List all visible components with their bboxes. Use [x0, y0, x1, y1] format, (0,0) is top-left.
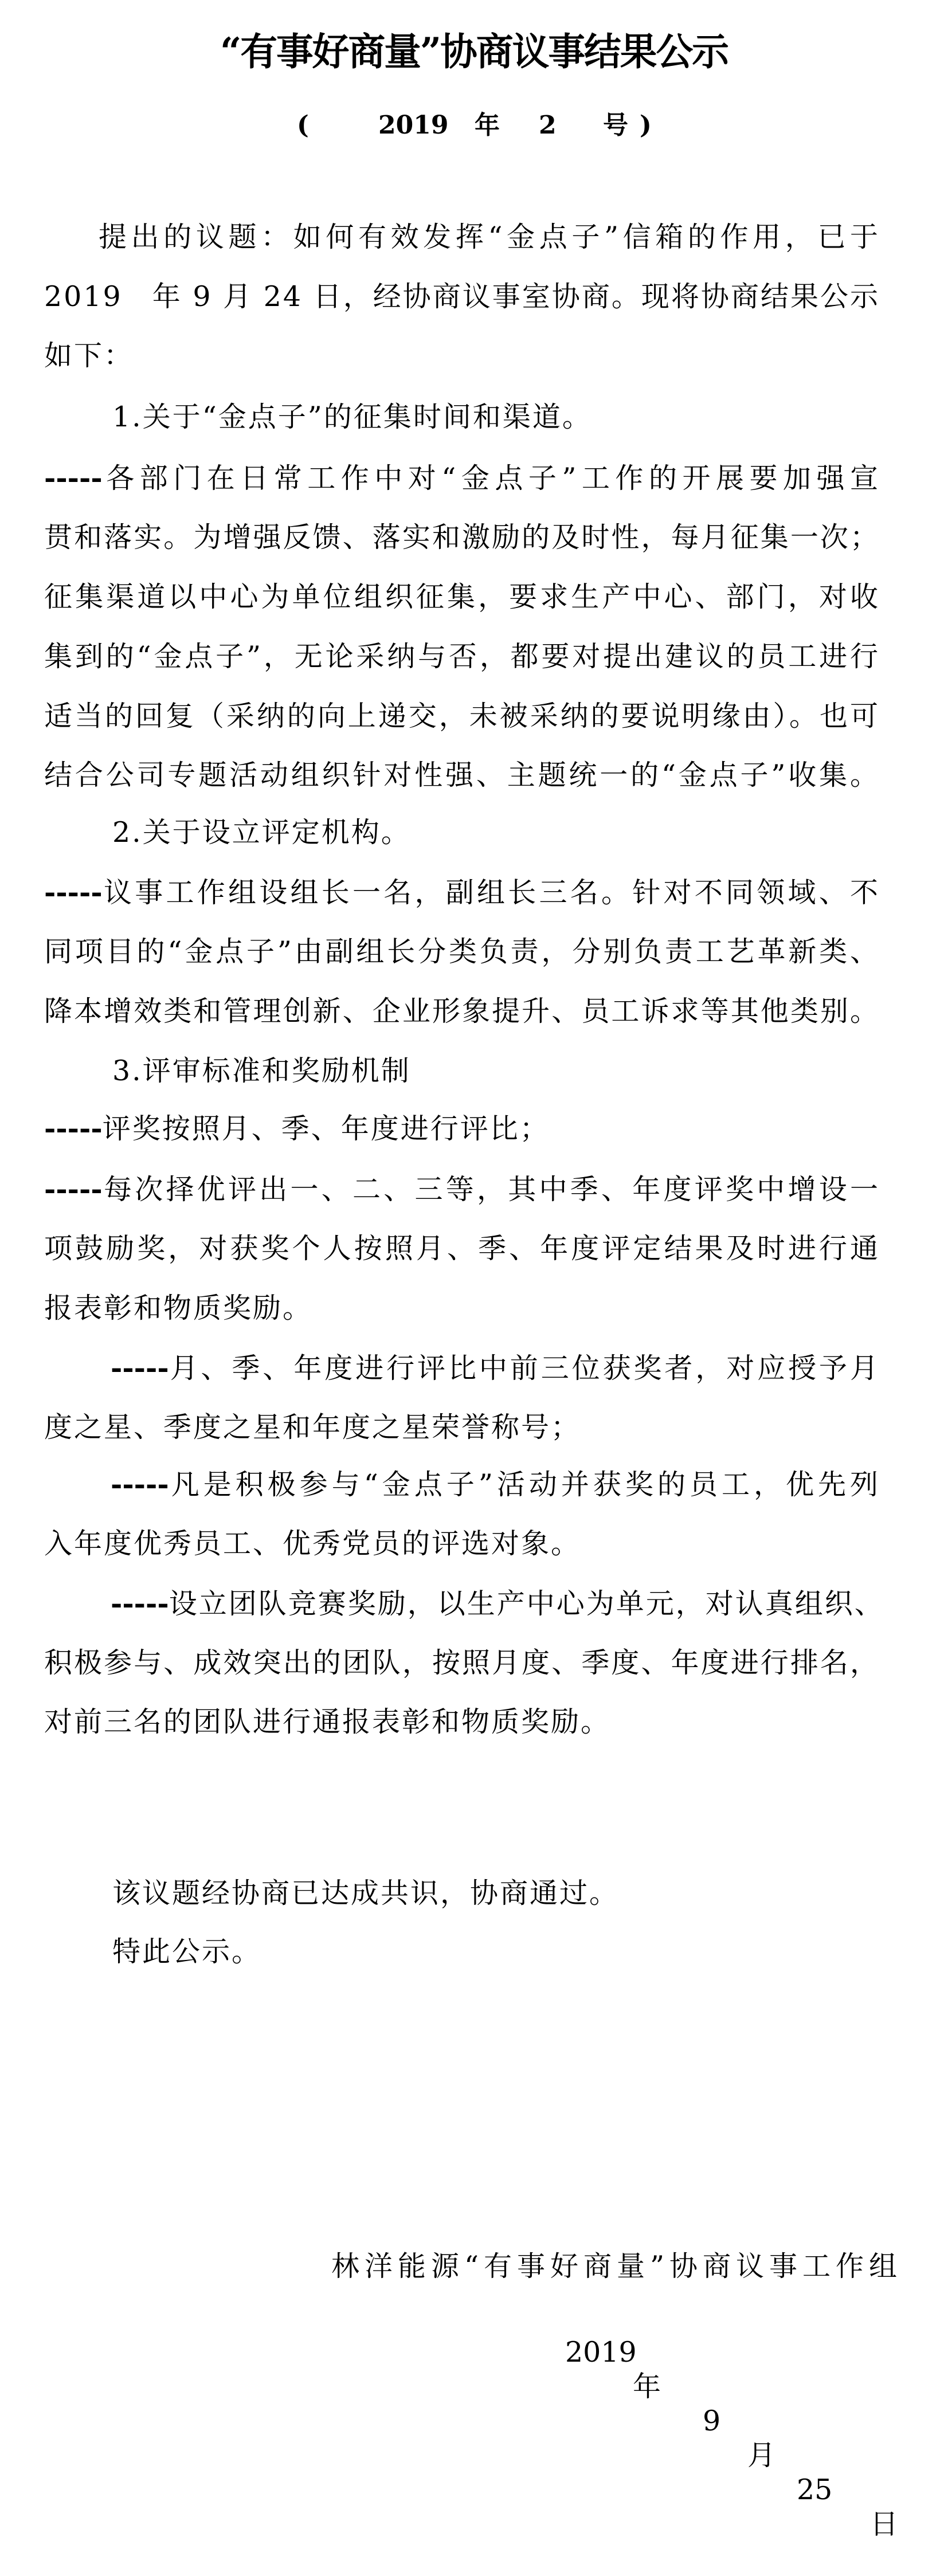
dash-bullet: ----- — [111, 1468, 169, 1501]
section-1-line-3: 征集渠道以中心为单位组织征集，要求生产中心、部门，对收 — [44, 581, 880, 613]
section-3-heading: 3.评审标准和奖励机制 — [112, 1054, 411, 1087]
section-1-text-1: 各部门在日常工作中对“金点子”工作的开展要加强宣 — [102, 462, 880, 495]
date-day-unit: 日 — [870, 2508, 900, 2540]
dash-bullet: ----- — [111, 1587, 169, 1620]
section-3-item-4-line-2: 入年度优秀员工、优秀党员的评选对象。 — [44, 1527, 581, 1560]
section-2-text-1: 议事工作组设组长一名，副组长三名。针对不同领域、不 — [102, 876, 880, 909]
section-2-line-2: 同项目的“金点子”由副组长分类负责，分别负责工艺革新类、 — [44, 935, 880, 968]
section-3-item-1-text: 评奖按照月、季、年度进行评比； — [102, 1112, 550, 1145]
closing-notice: 特此公示。 — [112, 1935, 262, 1968]
section-2-heading: 2.关于设立评定机构。 — [112, 816, 411, 849]
section-3-item-2-text-1: 每次择优评出一、二、三等，其中季、年度评奖中增设一 — [102, 1173, 880, 1206]
section-3-item-5-line-2: 积极参与、成效突出的团队，按照月度、季度、年度进行排名， — [44, 1646, 880, 1679]
signature-organization: 林洋能源“有事好商量”协商议事工作组 — [331, 2250, 899, 2283]
subtitle-close-paren: ) — [640, 111, 652, 140]
section-1-line-5: 适当的回复（采纳的向上递交，未被采纳的要说明缘由）。也可 — [44, 700, 880, 732]
document-title: “有事好商量”协商议事结果公示 — [220, 29, 728, 74]
subtitle-open-paren: ( — [297, 111, 309, 140]
subtitle-number: 2 — [539, 111, 557, 140]
dash-bullet: ----- — [44, 876, 103, 909]
date-day: 25 — [797, 2473, 833, 2506]
section-3-item-2-line-1 — [44, 1172, 880, 1206]
closing-consensus: 该议题经协商已达成共识，协商通过。 — [112, 1877, 620, 1910]
section-1-line-6: 结合公司专题活动组织针对性强、主题统一的“金点子”收集。 — [44, 759, 880, 791]
section-3-item-5-line-3: 对前三名的团队进行通报表彰和物质奖励。 — [44, 1705, 611, 1738]
section-1-line-4: 集到的“金点子”，无论采纳与否，都要对提出建议的员工进行 — [44, 640, 880, 673]
section-1-line-1 — [44, 461, 880, 495]
section-2-line-1 — [44, 875, 880, 909]
date-year-unit: 年 — [633, 2370, 663, 2403]
section-1-heading: 1.关于“金点子”的征集时间和渠道。 — [112, 401, 592, 433]
section-3-item-3-line-2: 度之星、季度之星和年度之星荣誉称号； — [44, 1411, 581, 1444]
section-3-item-5-text-1: 设立团队竞赛奖励，以生产中心为单元，对认真组织、 — [169, 1587, 884, 1620]
subtitle-number-unit: 号 — [603, 111, 628, 140]
intro-line-1: 提出的议题：如何有效发挥“金点子”信箱的作用，已于 — [99, 221, 880, 253]
signature-date — [0, 2301, 948, 2540]
date-year: 2019 — [565, 2336, 637, 2369]
date-month: 9 — [703, 2405, 723, 2437]
document-number — [0, 110, 948, 141]
section-3-item-3-text-1: 月、季、年度进行评比中前三位获奖者，对应授予月 — [169, 1352, 880, 1385]
section-2-line-3: 降本增效类和管理创新、企业形象提升、员工诉求等其他类别。 — [44, 995, 880, 1028]
dash-bullet: ----- — [44, 1112, 103, 1145]
section-3-item-1-line-1 — [44, 1111, 550, 1146]
section-1-line-2: 贯和落实。为增强反馈、落实和激励的及时性，每月征集一次； — [44, 521, 880, 554]
date-month-unit: 月 — [747, 2439, 778, 2472]
section-3-item-4-text-1: 凡是积极参与“金点子”活动并获奖的员工，优先列 — [169, 1468, 880, 1501]
section-3-item-4-line-1 — [111, 1467, 880, 1501]
intro-line-2: 2019 年 9 月 24 日，经协商议事室协商。现将协商结果公示 — [44, 280, 880, 313]
intro-line-3: 如下： — [44, 339, 134, 372]
dash-bullet: ----- — [44, 1173, 103, 1206]
dash-bullet: ----- — [44, 461, 103, 495]
dash-bullet: ----- — [111, 1351, 169, 1385]
subtitle-year: 2019 — [378, 111, 449, 140]
section-3-item-5-line-1 — [111, 1586, 884, 1621]
subtitle-year-unit: 年 — [475, 111, 500, 140]
section-3-item-3-line-1 — [111, 1351, 880, 1385]
section-3-item-2-line-3: 报表彰和物质奖励。 — [44, 1292, 313, 1324]
section-3-item-2-line-2: 项鼓励奖，对获奖个人按照月、季、年度评定结果及时进行通 — [44, 1232, 880, 1265]
